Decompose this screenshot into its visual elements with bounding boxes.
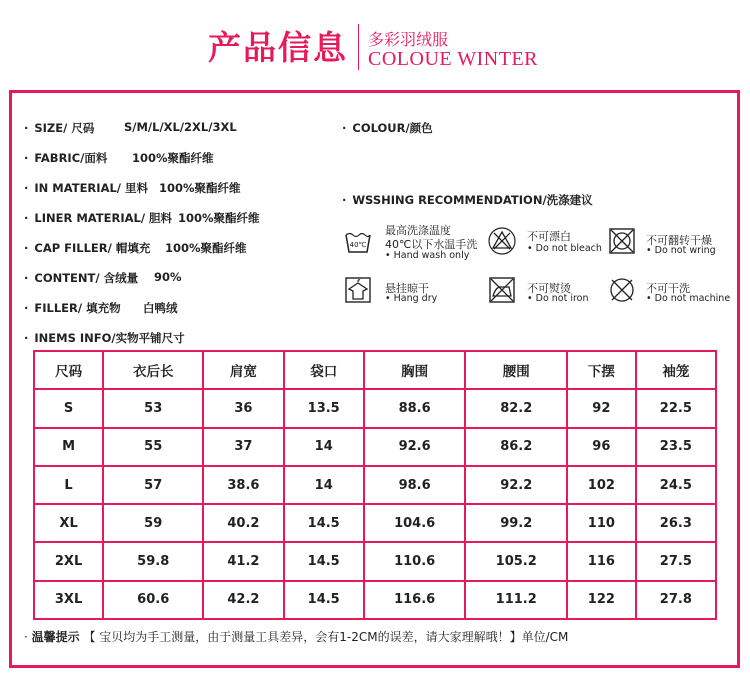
table-cell: 3XL — [34, 581, 103, 619]
table-cell: 98.6 — [364, 466, 466, 504]
hand-wash-icon — [344, 227, 372, 255]
spec-label: SIZE/ 尺码 — [34, 121, 95, 135]
table-header-cell: 尺码 — [34, 351, 103, 389]
table-row — [34, 542, 716, 580]
care-text-cn: 不可干洗 — [646, 282, 690, 295]
table-cell: M — [34, 428, 103, 466]
table-row — [34, 504, 716, 542]
table-cell: 105.2 — [465, 542, 567, 580]
no-tumble-dry-icon — [608, 227, 636, 255]
care-text-en-value: Hang dry — [393, 293, 438, 304]
care-text-en-value: Do not wring — [654, 245, 716, 256]
washing-label-text: WSSHING RECOMMENDATION/洗涤建议 — [352, 193, 593, 207]
table-cell: 92.2 — [465, 466, 567, 504]
care-text-en-value: Do not iron — [535, 293, 589, 304]
care-text-en: • Hand wash only — [385, 250, 470, 261]
spec-value: 100%聚酯纤维 — [132, 151, 214, 165]
care-text-cn: 40℃以下水温手洗 — [385, 238, 478, 251]
care-text-cn: 悬挂晾干 — [385, 282, 429, 295]
table-cell: 24.5 — [636, 466, 716, 504]
care-text-en: • Hang dry — [385, 293, 438, 304]
table-header-cell: 下摆 — [567, 351, 636, 389]
table-header-cell: 袋口 — [284, 351, 364, 389]
table-header-cell: 腰围 — [465, 351, 567, 389]
no-iron-icon — [488, 276, 516, 304]
no-dry-clean-icon — [608, 276, 636, 304]
table-cell: 27.5 — [636, 542, 716, 580]
care-text-en: • Do not machine — [646, 293, 731, 304]
footer-note: · 温馨提示 【 宝贝均为手工测量，由于测量工具差异，会有1-2CM的误差，请大家理解哦！】单位/CM — [24, 630, 569, 644]
colour-label: · COLOUR/颜色 — [342, 121, 433, 135]
spec-content: · CONTENT/ 含绒量 90% — [24, 270, 182, 285]
table-cell: 27.8 — [636, 581, 716, 619]
table-cell: 116 — [567, 542, 636, 580]
washing-label: · WSSHING RECOMMENDATION/洗涤建议 — [342, 193, 593, 207]
table-cell: 36 — [203, 389, 283, 427]
table-cell: 59.8 — [103, 542, 203, 580]
care-text-en-value: Hand wash only — [393, 250, 470, 261]
table-cell: 22.5 — [636, 389, 716, 427]
table-cell: 37 — [203, 428, 283, 466]
table-header-cell: 衣后长 — [103, 351, 203, 389]
table-row — [34, 581, 716, 619]
note-label: 温馨提示 — [31, 630, 80, 644]
spec-items-info: · INEMS INFO/实物平铺尺寸 — [24, 331, 185, 345]
care-text-cn: 不可熨烫 — [527, 282, 571, 295]
spec-value: 100%聚酯纤维 — [165, 241, 247, 255]
no-bleach-icon — [488, 227, 516, 255]
table-cell: 102 — [567, 466, 636, 504]
table-row — [34, 428, 716, 466]
table-cell: 86.2 — [465, 428, 567, 466]
table-header-cell: 肩宽 — [203, 351, 283, 389]
table-cell: 104.6 — [364, 504, 466, 542]
table-cell: 38.6 — [203, 466, 283, 504]
table-cell: 82.2 — [465, 389, 567, 427]
care-text-en-value: Do not machine — [654, 293, 731, 304]
spec-label: CONTENT/ 含绒量 — [34, 271, 139, 285]
table-cell: 14.5 — [284, 504, 364, 542]
spec-liner-material: · LINER MATERIAL/ 胆料 100%聚酯纤维 — [24, 211, 260, 225]
table-cell: 96 — [567, 428, 636, 466]
table-row — [34, 389, 716, 427]
table-cell: 57 — [103, 466, 203, 504]
spec-in-material: · IN MATERIAL/ 里料 100%聚酯纤维 — [24, 181, 241, 195]
care-text-cn: 不可翻转干燥 — [646, 234, 712, 247]
table-cell: L — [34, 466, 103, 504]
size-table — [33, 350, 717, 620]
care-text-en: • Do not iron — [527, 293, 589, 304]
spec-fabric: · FABRIC/面料 100%聚酯纤维 — [24, 151, 214, 165]
header-subtitle-cn: 多彩羽绒服 — [368, 30, 449, 49]
spec-label: FABRIC/面料 — [34, 151, 108, 165]
table-cell: 53 — [103, 389, 203, 427]
table-cell: S — [34, 389, 103, 427]
spec-value: 白鸭绒 — [143, 301, 178, 315]
header-divider — [358, 24, 359, 70]
page-title: 产品信息 — [208, 28, 348, 67]
spec-value: S/M/L/XL/2XL/3XL — [124, 120, 237, 134]
spec-label: INEMS INFO/实物平铺尺寸 — [34, 331, 185, 345]
table-cell: 14.5 — [284, 581, 364, 619]
table-cell: 92 — [567, 389, 636, 427]
table-cell: 92.6 — [364, 428, 466, 466]
spec-label: LINER MATERIAL/ 胆料 — [34, 211, 173, 225]
care-text-en-value: Do not bleach — [535, 243, 602, 254]
hand-wash-badge: 40℃ — [349, 241, 367, 249]
spec-value: 90% — [154, 270, 182, 284]
table-cell: 116.6 — [364, 581, 466, 619]
spec-label: IN MATERIAL/ 里料 — [34, 181, 148, 195]
table-cell: 60.6 — [103, 581, 203, 619]
table-cell: 13.5 — [284, 389, 364, 427]
hang-dry-icon — [344, 276, 372, 304]
table-cell: 111.2 — [465, 581, 567, 619]
spec-cap-filler: · CAP FILLER/ 帽填充 100%聚酯纤维 — [24, 241, 247, 255]
care-text-cn: 不可漂白 — [527, 230, 571, 243]
table-cell: 14 — [284, 466, 364, 504]
table-cell: 2XL — [34, 542, 103, 580]
table-cell: 23.5 — [636, 428, 716, 466]
spec-label: CAP FILLER/ 帽填充 — [34, 241, 151, 255]
table-cell: 110.6 — [364, 542, 466, 580]
care-text-en: • Do not wring — [646, 245, 716, 256]
table-header-cell: 袖笼 — [636, 351, 716, 389]
table-header-cell: 胸围 — [364, 351, 466, 389]
spec-size: · SIZE/ 尺码 S/M/L/XL/2XL/3XL — [24, 120, 237, 135]
spec-value: 100%聚酯纤维 — [159, 181, 241, 195]
table-cell: 42.2 — [203, 581, 283, 619]
note-text: 【 宝贝均为手工测量，由于测量工具差异，会有1-2CM的误差，请大家理解哦！】单位/CM — [83, 630, 569, 644]
colour-label-text: COLOUR/颜色 — [352, 121, 433, 135]
table-cell: 26.3 — [636, 504, 716, 542]
table-cell: 110 — [567, 504, 636, 542]
header-subtitle-en: COLOUE WINTER — [368, 48, 538, 70]
table-cell: 14.5 — [284, 542, 364, 580]
table-header-row — [34, 351, 716, 389]
spec-filler: · FILLER/ 填充物 白鸭绒 — [24, 301, 178, 315]
care-text-cn: 最高洗涤温度 — [385, 224, 451, 237]
table-cell: 55 — [103, 428, 203, 466]
table-cell: 41.2 — [203, 542, 283, 580]
table-cell: XL — [34, 504, 103, 542]
table-cell: 99.2 — [465, 504, 567, 542]
table-cell: 14 — [284, 428, 364, 466]
care-text-en: • Do not bleach — [527, 243, 602, 254]
table-row — [34, 466, 716, 504]
table-cell: 122 — [567, 581, 636, 619]
spec-value: 100%聚酯纤维 — [178, 211, 260, 225]
table-cell: 59 — [103, 504, 203, 542]
table-cell: 88.6 — [364, 389, 466, 427]
table-cell: 40.2 — [203, 504, 283, 542]
spec-label: FILLER/ 填充物 — [34, 301, 121, 315]
